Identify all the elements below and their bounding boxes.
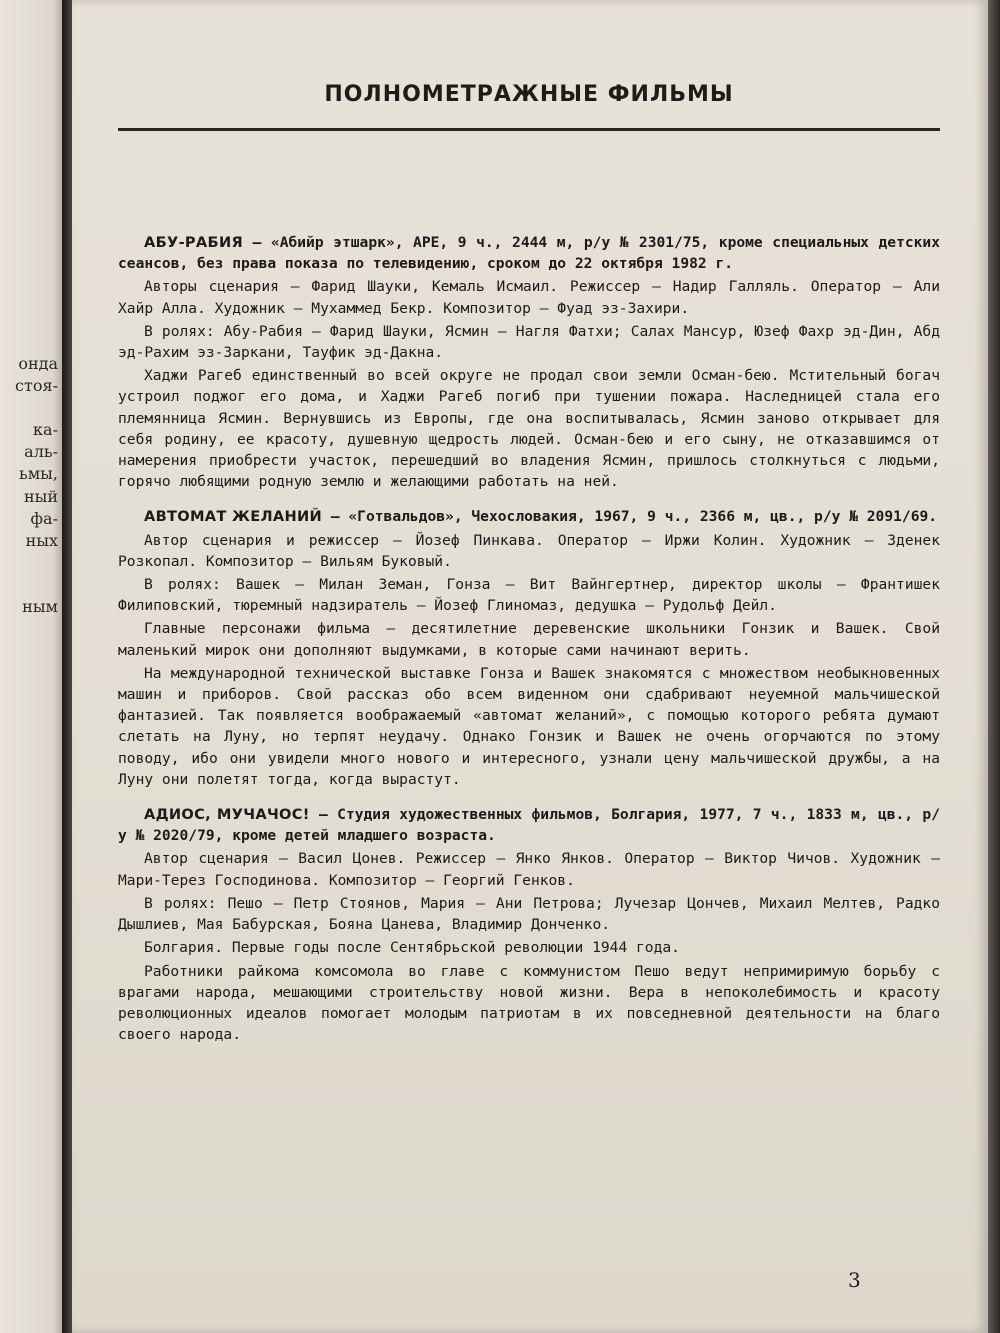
- book-gutter: [62, 0, 72, 1333]
- film-entry: [118, 506, 940, 790]
- film-entry: [118, 804, 940, 1045]
- previous-page-edge: [0, 0, 62, 1333]
- film-info: — Студия художественных фильмов, Болгария, 1977, 7 ч., 1833 м, цв., р/у № 2020/79, кроме детей младшего возраста.: [118, 806, 940, 845]
- film-entry: [118, 232, 940, 492]
- film-cast: В ролях: Абу-Рабия — Фарид Шауки, Ясмин — Нагля Фатхи; Салах Мансур, Юзеф Фахр эд-Дин, Абд эд-Рахим эз-Заркани, Тауфик эд-Дакна.: [118, 322, 940, 362]
- film-synopsis: Работники райкома комсомола во главе с коммунистом Пешо ведут непримиримую борьбу с врагами народа, мешающими строительству новой жизни. Вера в непоколебимость и красоту революционных идеалов помогает молодым патриотам в их повседневной деятельности на благо своего народа.: [118, 962, 940, 1044]
- left-page-fragment: ным: [22, 597, 58, 616]
- left-page-fragment: аль-: [24, 442, 58, 461]
- film-synopsis: Болгария. Первые годы после Сентябрьской революции 1944 года.: [144, 939, 680, 957]
- film-credits: Автор сценария и режиссер — Йозеф Пинкава. Оператор — Иржи Колин. Художник — Зденек Розкопал. Композитор — Вильям Буковый.: [118, 531, 940, 570]
- film-heading: [118, 232, 940, 274]
- left-page-fragment: ный: [23, 487, 58, 506]
- left-page-fragment: ных: [25, 531, 58, 550]
- film-title: АВТОМАТ ЖЕЛАНИЙ: [144, 508, 323, 526]
- page-content: [118, 232, 940, 1059]
- left-page-fragment: ка-: [33, 420, 58, 439]
- film-heading: [118, 804, 940, 846]
- film-info: — «Готвальдов», Чехословакия, 1967, 9 ч., 2366 м, цв., р/у № 2091/69.: [322, 508, 938, 526]
- film-cast: В ролях: Пешо — Петр Стоянов, Мария — Ани Петрова; Лучезар Цончев, Михаил Мелтев, Радко Дышлиев, Мая Бабурская, Бояна Цанева, Владимир Донченко.: [118, 894, 940, 934]
- film-credits: Авторы сценария — Фарид Шауки, Кемаль Исмаил. Режиссер — Надир Галляль. Оператор — Али Хайр Алла. Художник — Мухаммед Бекр. Композитор — Фуад эз-Захири.: [118, 278, 940, 317]
- left-page-fragment: ьмы,: [19, 464, 58, 483]
- page-title: ПОЛНОМЕТРАЖНЫЕ ФИЛЬМЫ: [324, 82, 734, 107]
- page-edge-shadow: [988, 0, 1000, 1333]
- page-number: 3: [848, 1268, 861, 1292]
- left-page-fragment: фа-: [30, 509, 58, 528]
- left-page-fragment: стоя-: [15, 376, 58, 395]
- film-credits: Автор сценария — Васил Цонев. Режиссер — Янко Янков. Оператор — Виктор Чичов. Художник — Мари-Терез Господинова. Композитор — Георгий Генков.: [118, 850, 940, 889]
- film-title: АБУ-РАБИЯ: [144, 234, 243, 251]
- film-synopsis: Хаджи Рагеб единственный во всей округе не продал свои земли Осман-бею. Мстительный богач устроил поджог его дома, и Хаджи Рагеб погиб при тушении пожара. Наследницей стала его племянница Ясмин. Вернувшись из Европы, где она воспитывалась, Ясмин заново открывает для себя родину, ее красоту, душевную щедрость людей. Осман-бею и его сыну, не отказавшимся от намерения приобрести участок, перешедший во владения Ясмин, пришлось столкнуться с людьми, горячо любящими родную землю и желающими работать на ней.: [118, 367, 940, 491]
- film-cast: В ролях: Вашек — Милан Земан, Гонза — Вит Вайнгертнер, директор школы — Франтишек Филиповский, тюремный надзиратель — Йозеф Глиномаз, дедушка — Рудольф Дейл.: [118, 576, 940, 615]
- film-heading: [118, 506, 940, 527]
- film-synopsis: Главные персонажи фильма — десятилетние деревенские школьники Гонзик и Вашек. Свой маленький мирок они дополняют выдумками, в которые сами начинают верить.: [118, 620, 940, 659]
- film-info: — «Абийр этшарк», АРЕ, 9 ч., 2444 м, р/у № 2301/75, кроме специальных детских сеансов, без права показа по телевидению, сроком до 22 октября 1982 г.: [118, 234, 940, 273]
- film-synopsis: На международной технической выставке Гонза и Вашек знакомятся с множеством необыкновенных машин и приборов. Свой рассказ обо всем виденном они сдабривают неуемной мальчишеской фантазией. Так появляется воображаемый «автомат желаний», с помощью которого ребята думают слетать на Луну, но терпят неудачу. Однако Гонзик и Вашек не очень огорчаются по этому поводу, ибо они увидели много нового и интересного, узнали цену мальчишеской дружбы, а на Луну они полетят тогда, когда вырастут.: [118, 664, 940, 788]
- left-page-fragment: онда: [18, 354, 58, 373]
- page-header: [118, 78, 940, 131]
- book-page: [72, 0, 988, 1333]
- film-title: АДИОС, МУЧАЧОС!: [144, 806, 310, 824]
